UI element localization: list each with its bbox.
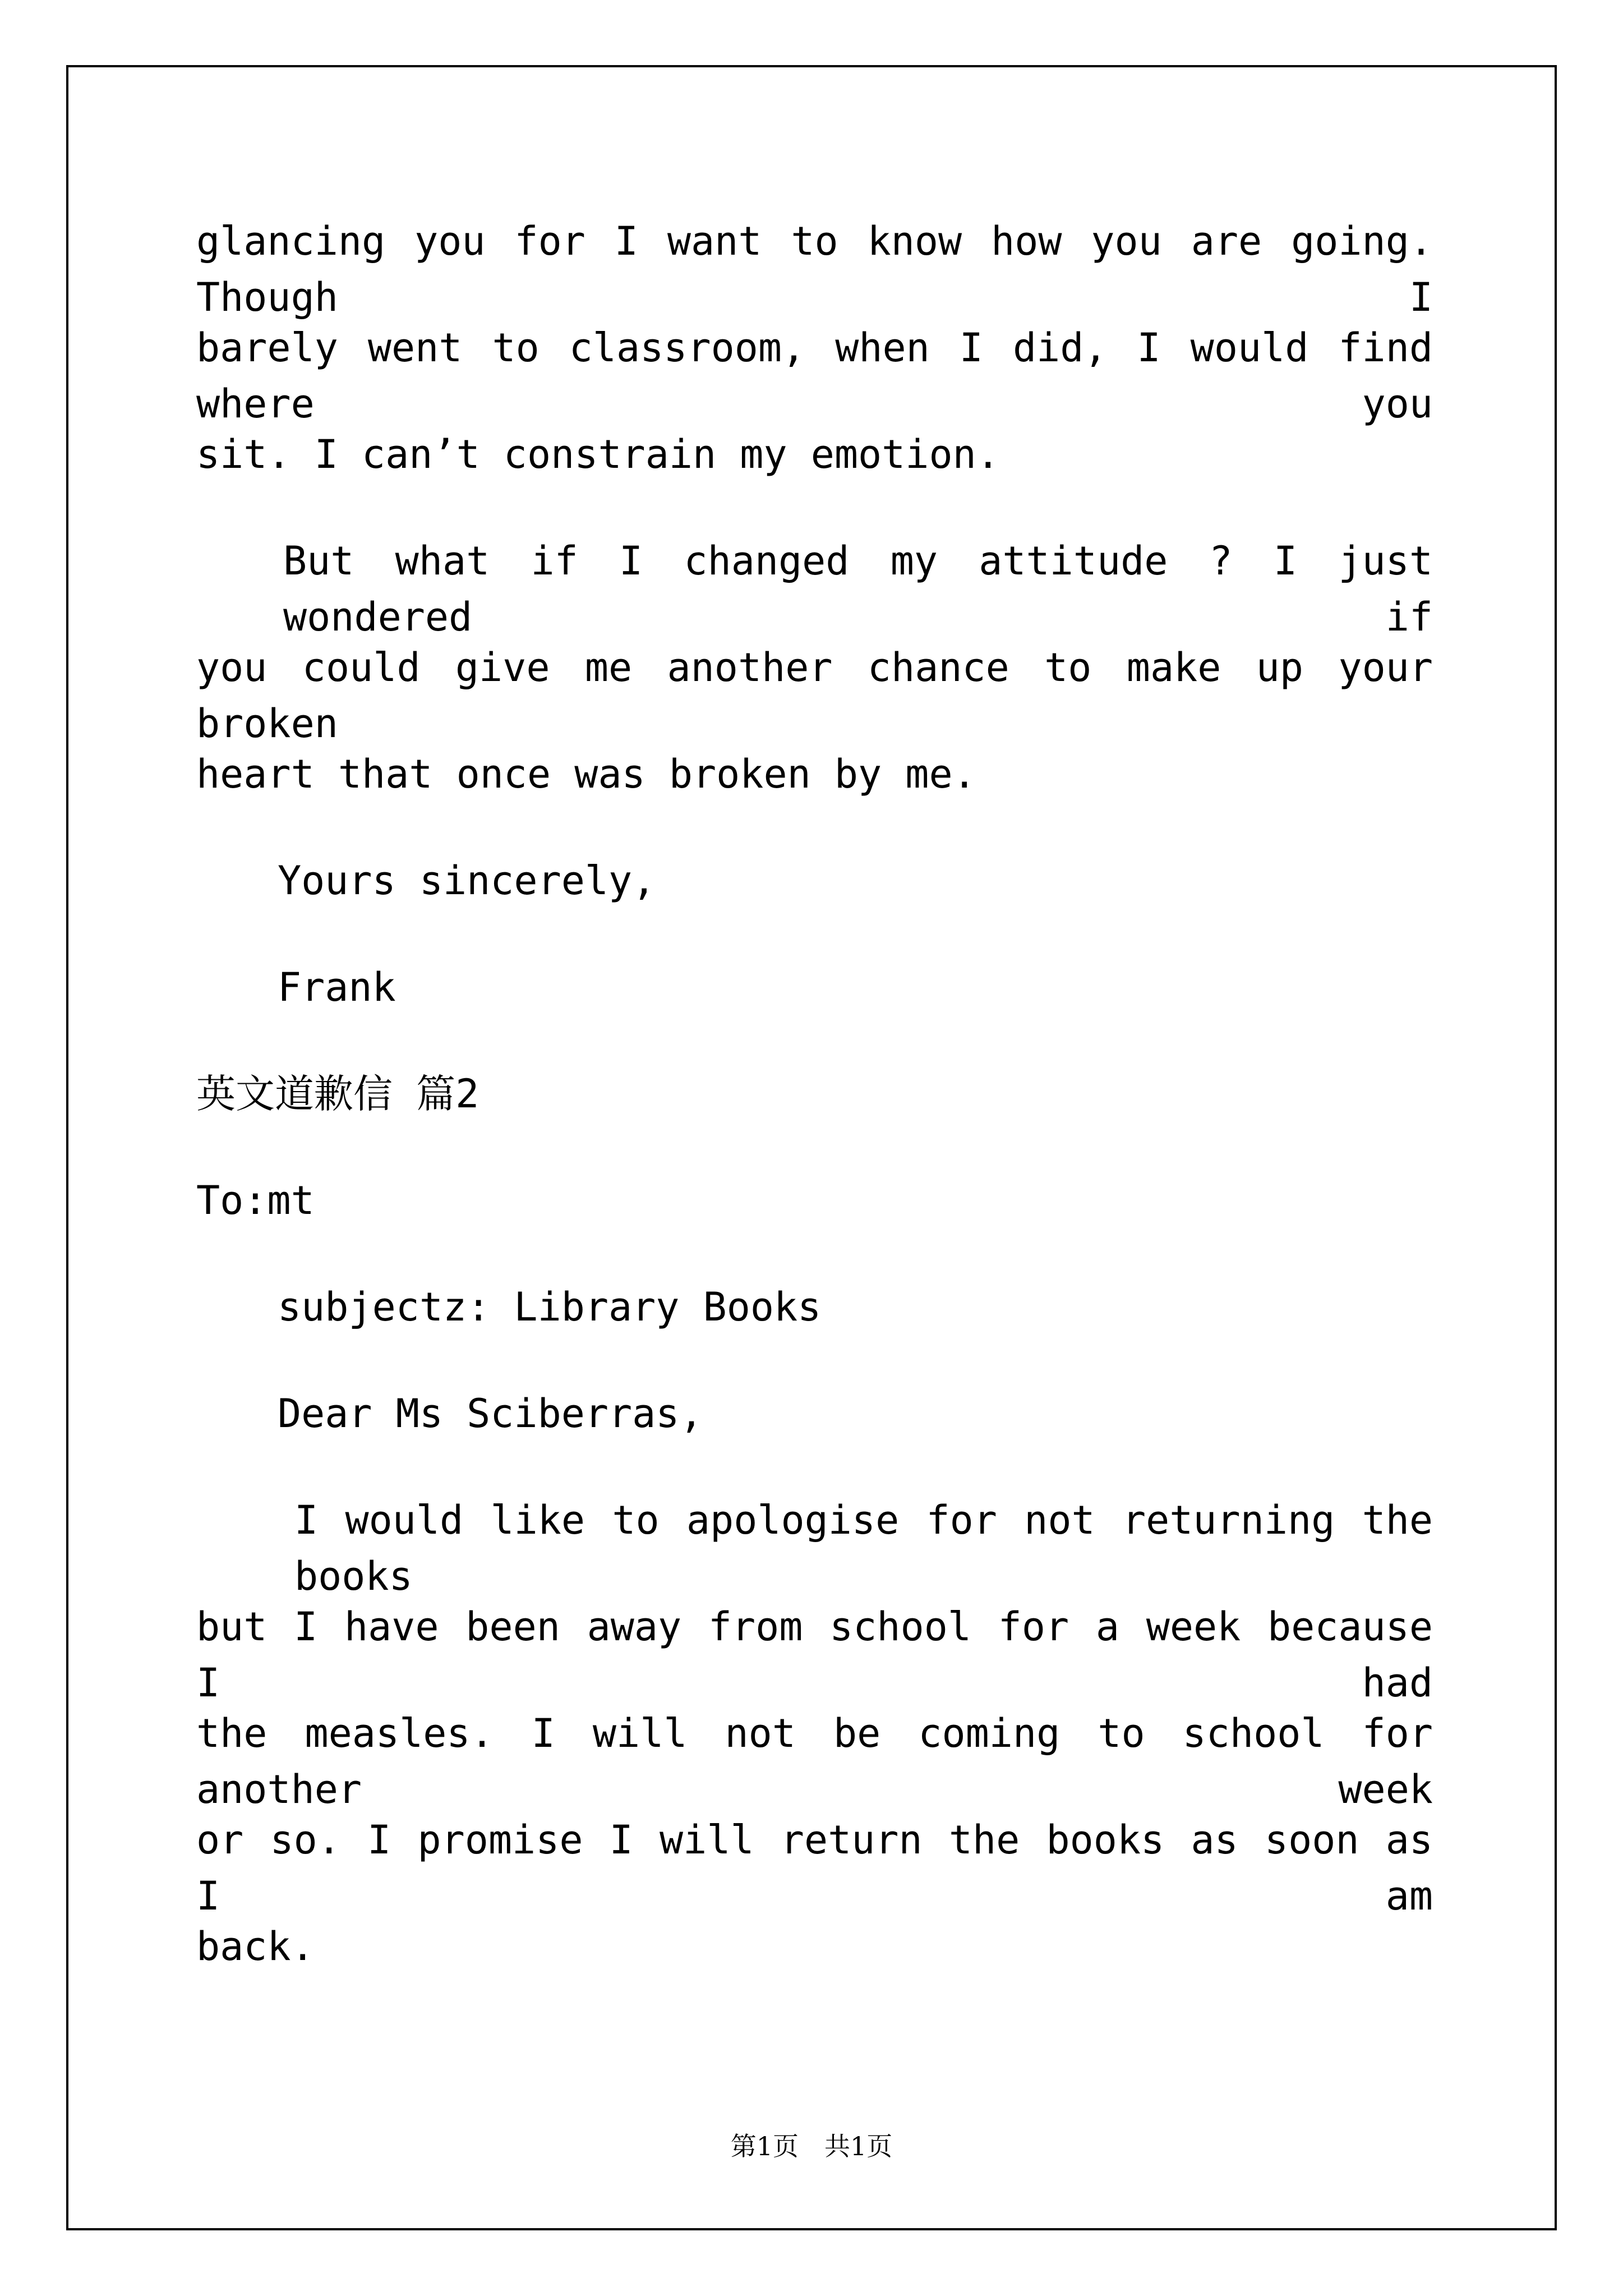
text-line: heart that once was broken by me. (196, 751, 976, 797)
recipient-line: To:mt (196, 1177, 315, 1223)
text-line: but I have been away from school for a week because I had (196, 1604, 1433, 1706)
signature-name: Frank (278, 964, 396, 1010)
salutation-line: Dear Ms Sciberras, (278, 1391, 703, 1437)
subject-line: subjectz: Library Books (278, 1284, 822, 1330)
text-line: back. (196, 1924, 315, 1970)
text-line: you could give me another chance to make up your broken (196, 645, 1433, 747)
signoff-text: Yours sincerely, (278, 858, 656, 904)
text-line: or so. I promise I will return the books as soon as I am (196, 1817, 1433, 1919)
text-line: sit. I can’t constrain my emotion. (196, 431, 1000, 477)
section-heading: 英文道歉信 篇2 (196, 1071, 479, 1117)
text-line: the measles. I will not be coming to school for another week (196, 1710, 1433, 1812)
text-line: barely went to classroom, when I did, I would find where you (196, 325, 1433, 427)
text-line: glancing you for I want to know how you are going. Though I (196, 218, 1433, 320)
text-line: But what if I changed my attitude ? I just wondered if (283, 538, 1433, 640)
text-line: I would like to apologise for not returning the books (294, 1497, 1433, 1599)
page-footer: 第1页 共1页 (730, 2131, 893, 2161)
